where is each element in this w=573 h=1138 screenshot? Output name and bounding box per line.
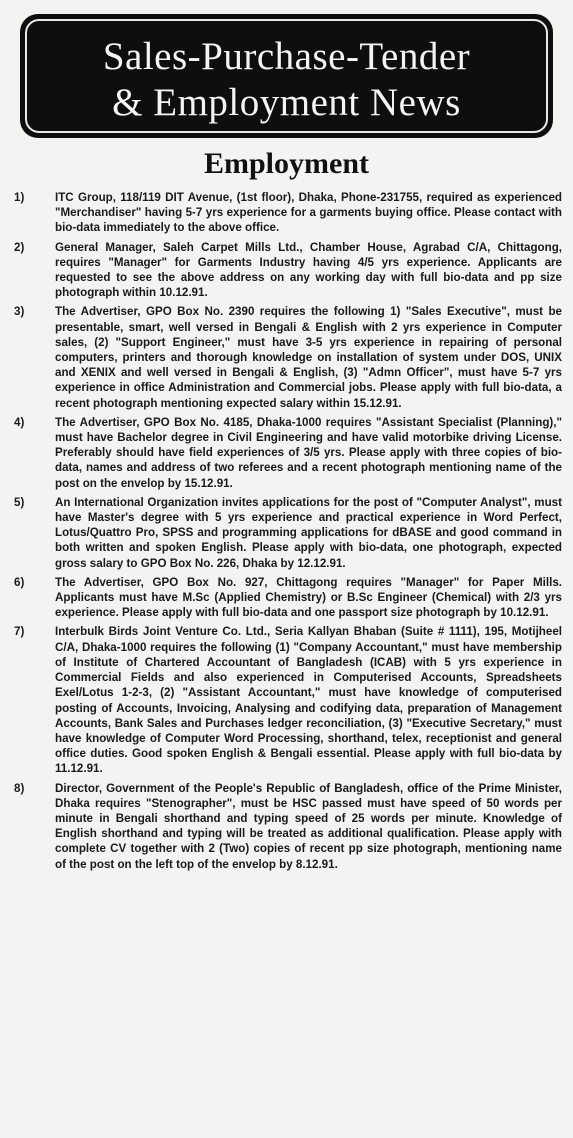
item-text: General Manager, Saleh Carpet Mills Ltd., Chamber House, Agrabad C/A, Chittagong, requires "Manager" for Garments Industry having 4/5 yrs experience. Applicants are requested to see the above address on any working day with full bio-data and pp size photograph within 10.12.91. [55, 240, 562, 300]
item-number: 7) [14, 625, 25, 639]
list-item [14, 415, 562, 491]
item-number: 8) [14, 781, 25, 795]
item-text: Director, Government of the People's Republic of Bangladesh, office of the Prime Minister, Dhaka requires "Stenographer", must be HSC passed must have speed of 50 words per minute in Bengali shorthand and typing speed of 25 words per minute. Knowledge of English shorthand and typing will be treated as additional qualification. Please apply with complete CV together with 2 (Two) copies of recent pp size photograph, mentioning name of the post on the left top of the envelop by 8.12.91. [55, 781, 562, 871]
masthead-line-2: & Employment News [112, 81, 461, 124]
list-item [14, 495, 562, 571]
list-item [14, 575, 562, 621]
item-number: 3) [14, 305, 25, 319]
list-item [14, 240, 562, 301]
item-number: 1) [14, 191, 25, 204]
masthead-line-1: Sales-Purchase-Tender [102, 35, 471, 78]
item-text: An International Organization invites applications for the post of "Computer Analyst", must have Master's degree with 5 yrs experience and practical experience in Word Perfect, Lotus/Quattro Pro, SPSS and programming applications for dBASE and good command in both written and spoken English. Please apply with bio-data, one photograph, expected gross salary to GPO Box No. 226, Dhaka by 12.12.91. [55, 495, 562, 570]
item-text: Interbulk Birds Joint Venture Co. Ltd., Seria Kallyan Bhaban (Suite # 1111), 195, Motijheel C/A, Dhaka-1000 requires the following (1) "Company Accountant," must have membership of Institute of Chartered Accountant of Bangladesh (ICAB) with 5 yrs experience in Commercial Fields and also experienced in Computerised Accounts, Spreadsheets Exel/Lotus 1-2-3, (2) "Assistant Accountant," must have knowledge of computerised posting of Accounts, Invoicing, Analysing and codifying data, preparation of Management Accounts, Bank Sales and Purchases ledger reconciliation, (3) "Executive Secretary," must have knowledge of Computer Word Processing, shorthand, telex, receptionist and general office duties. Good spoken English & Bengali essential. Please apply with full bio-data by 11.12.91. [55, 625, 562, 776]
section-title: Employment [204, 147, 369, 180]
item-text: ITC Group, 118/119 DIT Avenue, (1st floor), Dhaka, Phone-231755, required as experienced "Merchandiser" having 5-7 yrs experience for a garments buying office. Please contact with bio-data immediately to the above office. [55, 191, 562, 235]
item-number: 6) [14, 575, 25, 589]
item-number: 5) [14, 495, 25, 509]
item-text: The Advertiser, GPO Box No. 927, Chittagong requires "Manager" for Paper Mills. Applicants must have M.Sc (Applied Chemistry) or B.Sc Engineer (Chemical) with 2/3 yrs experience. Please apply with full bio-data and one passport size photograph by 10.12.91. [55, 575, 562, 620]
list-item [14, 190, 562, 236]
item-text: The Advertiser, GPO Box No. 4185, Dhaka-1000 requires "Assistant Specialist (Planning)," must have Bachelor degree in Civil Engineering and have valid motorbike driving License. Preferably should have field experiences of 3/5 yrs. Please apply with three copies of bio-data, names and address of two referees and a recent photograph mentioning name of the post on the envelop by 15.12.91. [55, 415, 562, 490]
list-item [14, 624, 562, 776]
item-number: 2) [14, 240, 25, 254]
item-text: The Advertiser, GPO Box No. 2390 requires the following 1) "Sales Executive", must be presentable, smart, well versed in Bengali & English with 2 yrs experience in Computer sales, (2) "Support Engineer," must have 3-5 yrs experience in repairing of personal computers, printers and thorough knowledge on installation of system under DOS, UNIX and XENIX and well versed in Bengali & English, (3) "Admn Officer", must have 5-7 yrs experience in office Administration and Commercial jobs. Please apply with full bio-data, a recent photograph mentioning expected salary within 15.12.91. [55, 305, 562, 410]
item-number: 4) [14, 415, 25, 429]
masthead-box [20, 14, 553, 138]
list-item [14, 781, 562, 872]
employment-list [14, 190, 562, 876]
list-item [14, 304, 562, 410]
